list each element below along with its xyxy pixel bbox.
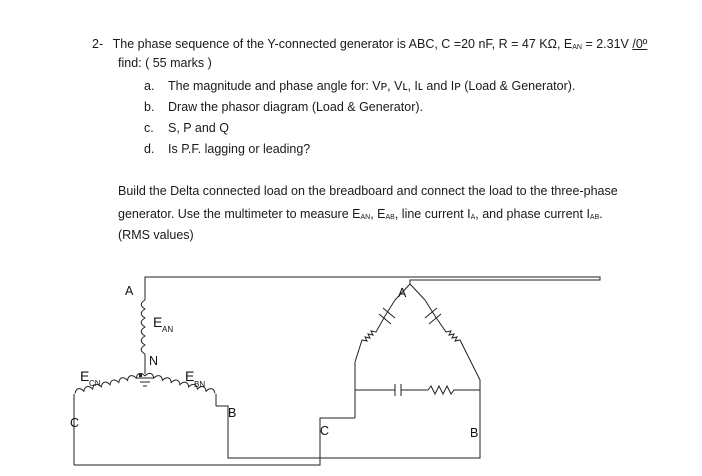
lab-sub: AB	[385, 214, 395, 221]
polarity-mark	[137, 378, 153, 386]
lab-sub: A	[470, 214, 476, 221]
question-line-2: find: ( 55 marks )	[118, 56, 212, 70]
load-node-a-label: A	[398, 286, 407, 300]
item-marker: c.	[144, 121, 154, 135]
lab-text: , line current I	[394, 207, 471, 221]
list-item	[144, 99, 423, 115]
lab-line-2	[118, 206, 603, 226]
load-cb-capacitor	[395, 384, 428, 396]
load-ab-resistor	[435, 316, 473, 366]
lab-line-1: Build the Delta connected load on the breadboard and connect the load to the three-phase	[118, 184, 618, 198]
ecn-sub-label: CN	[89, 379, 101, 388]
lab-text: .	[599, 207, 603, 221]
line-a	[145, 277, 600, 284]
load-b-node	[290, 366, 480, 458]
neutral-label: N	[149, 354, 159, 368]
question-text: The phase sequence of the Y-connected generator is ABC, C =20 nF, R = 47 KΩ, E	[112, 37, 573, 51]
ean-sub-label: AN	[162, 325, 174, 334]
gen-node-b-label: B	[228, 406, 237, 420]
question-line-1	[92, 36, 647, 56]
question-number: 2-	[92, 37, 104, 51]
lab-sub: AN	[360, 214, 371, 221]
item-text: Draw the phasor diagram (Load & Generator).	[168, 100, 423, 114]
item-text: The magnitude and phase angle for: Vᴘ, Vʟ, Iʟ and Iᴘ (Load & Generator).	[168, 79, 576, 93]
lab-text: , and phase current I	[475, 207, 590, 221]
item-marker: d.	[144, 142, 155, 156]
question-ean-sub: AN	[572, 44, 582, 51]
gen-node-c-label: C	[70, 416, 80, 430]
coil-ean	[141, 300, 145, 354]
ecn-label: E	[80, 368, 90, 384]
circuit-diagram	[0, 270, 702, 476]
lab-sub: AB	[589, 214, 600, 221]
load-node-b-label: B	[470, 426, 479, 440]
item-marker: a.	[144, 79, 155, 93]
item-text: Is P.F. lagging or leading?	[168, 142, 311, 156]
lab-text: , E	[370, 207, 386, 221]
list-item	[144, 120, 229, 136]
neutral-dot	[139, 374, 142, 377]
ean-label: E	[153, 314, 163, 330]
load-wire-a-right	[410, 284, 425, 300]
ebn-sub-label: BN	[194, 380, 206, 389]
item-marker: b.	[144, 100, 155, 114]
list-item	[144, 78, 576, 94]
load-ca-resistor	[355, 316, 385, 362]
load-cb-resistor	[428, 386, 480, 394]
load-node-c-label: C	[320, 424, 330, 438]
question-angle: /0º	[632, 37, 648, 51]
question-value: = 2.31V	[581, 37, 633, 51]
load-ca-capacitor	[379, 300, 395, 324]
list-item	[144, 141, 311, 157]
coil-ebn	[145, 372, 216, 393]
gen-node-a-label: A	[125, 284, 134, 298]
lab-line-3: (RMS values)	[118, 228, 194, 242]
item-text: S, P and Q	[168, 121, 229, 135]
ebn-label: E	[185, 368, 195, 384]
lab-text: generator. Use the multimeter to measure E	[118, 207, 361, 221]
